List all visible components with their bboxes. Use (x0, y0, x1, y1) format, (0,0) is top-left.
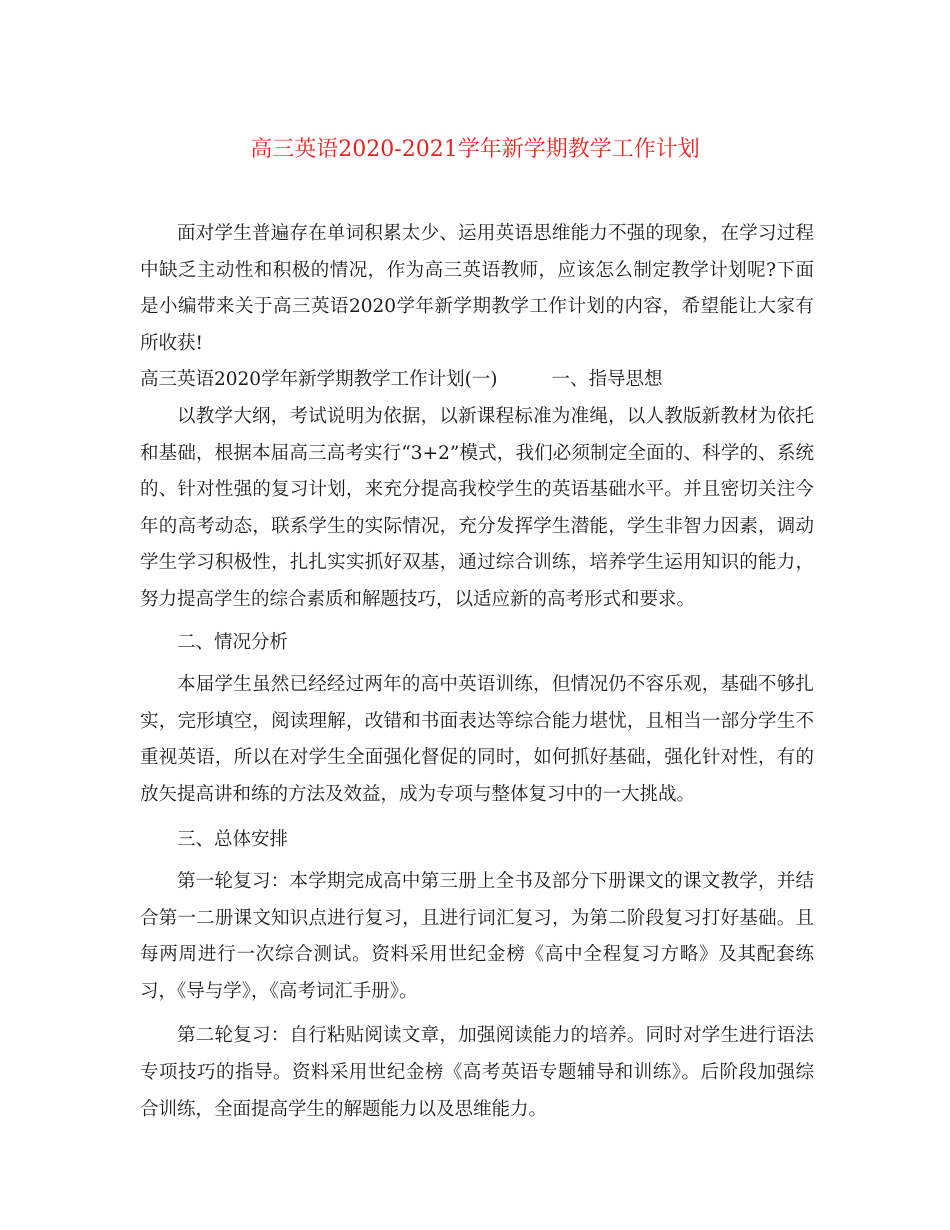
section3-paragraph-1: 第一轮复习：本学期完成高中第三册上全书及部分下册课文的课文教学，并结合第一二册课文知识点进行复习，且进行词汇复习，为第二阶段复习打好基础。且每两周进行一次综合测试。资料采用世纪金榜《高中全程复习方略》及其配套练习，《导与学》，《高考词汇手册》。 (140, 871, 814, 1002)
document-title: 高三英语2020-2021学年新学期教学工作计划 (250, 137, 700, 162)
subtitle-line (140, 362, 814, 399)
section3-heading: 三、总体安排 (177, 828, 289, 850)
section2-heading: 二、情况分析 (177, 631, 289, 653)
intro-paragraph: 面对学生普遍存在单词积累太少、运用英语思维能力不强的现象，在学习过程中缺乏主动性和积极的情况，作为高三英语教师，应该怎么制定教学计划呢?下面是小编带来关于高三英语2020学年新学期教学工作计划的内容，希望能让大家有所收获! (140, 223, 814, 354)
document-body (140, 216, 814, 1128)
section1-heading: 一、指导思想 (551, 369, 663, 391)
plan-subtitle: 高三英语2020学年新学期教学工作计划(一) (140, 369, 498, 391)
section1-paragraph: 以教学大纲，考试说明为依据，以新课程标准为准绳，以人教版新教材为依托和基础，根据本届高三高考实行“3+2”模式，我们必须制定全面的、科学的、系统的、针对性强的复习计划，来充分提高我校学生的英语基础水平。并且密切关注今年的高考动态，联系学生的实际情况，充分发挥学生潜能，学生非智力因素，调动学生学习积极性，扎扎实实抓好双基，通过综合训练，培养学生运用知识的能力，努力提高学生的综合素质和解题技巧，以适应新的高考形式和要求。 (140, 405, 814, 610)
section2-paragraph: 本届学生虽然已经经过两年的高中英语训练，但情况仍不容乐观，基础不够扎实，完形填空，阅读理解，改错和书面表达等综合能力堪忧，且相当一部分学生不重视英语，所以在对学生全面强化督促的同时，如何抓好基础，强化针对性，有的放矢提高讲和练的方法及效益，成为专项与整体复习中的一大挑战。 (140, 674, 814, 805)
section3-paragraph-2: 第二轮复习：自行粘贴阅读文章，加强阅读能力的培养。同时对学生进行语法专项技巧的指导。资料采用世纪金榜《高考英语专题辅导和训练》。后阶段加强综合训练，全面提高学生的解题能力以及思维能力。 (140, 1025, 814, 1120)
